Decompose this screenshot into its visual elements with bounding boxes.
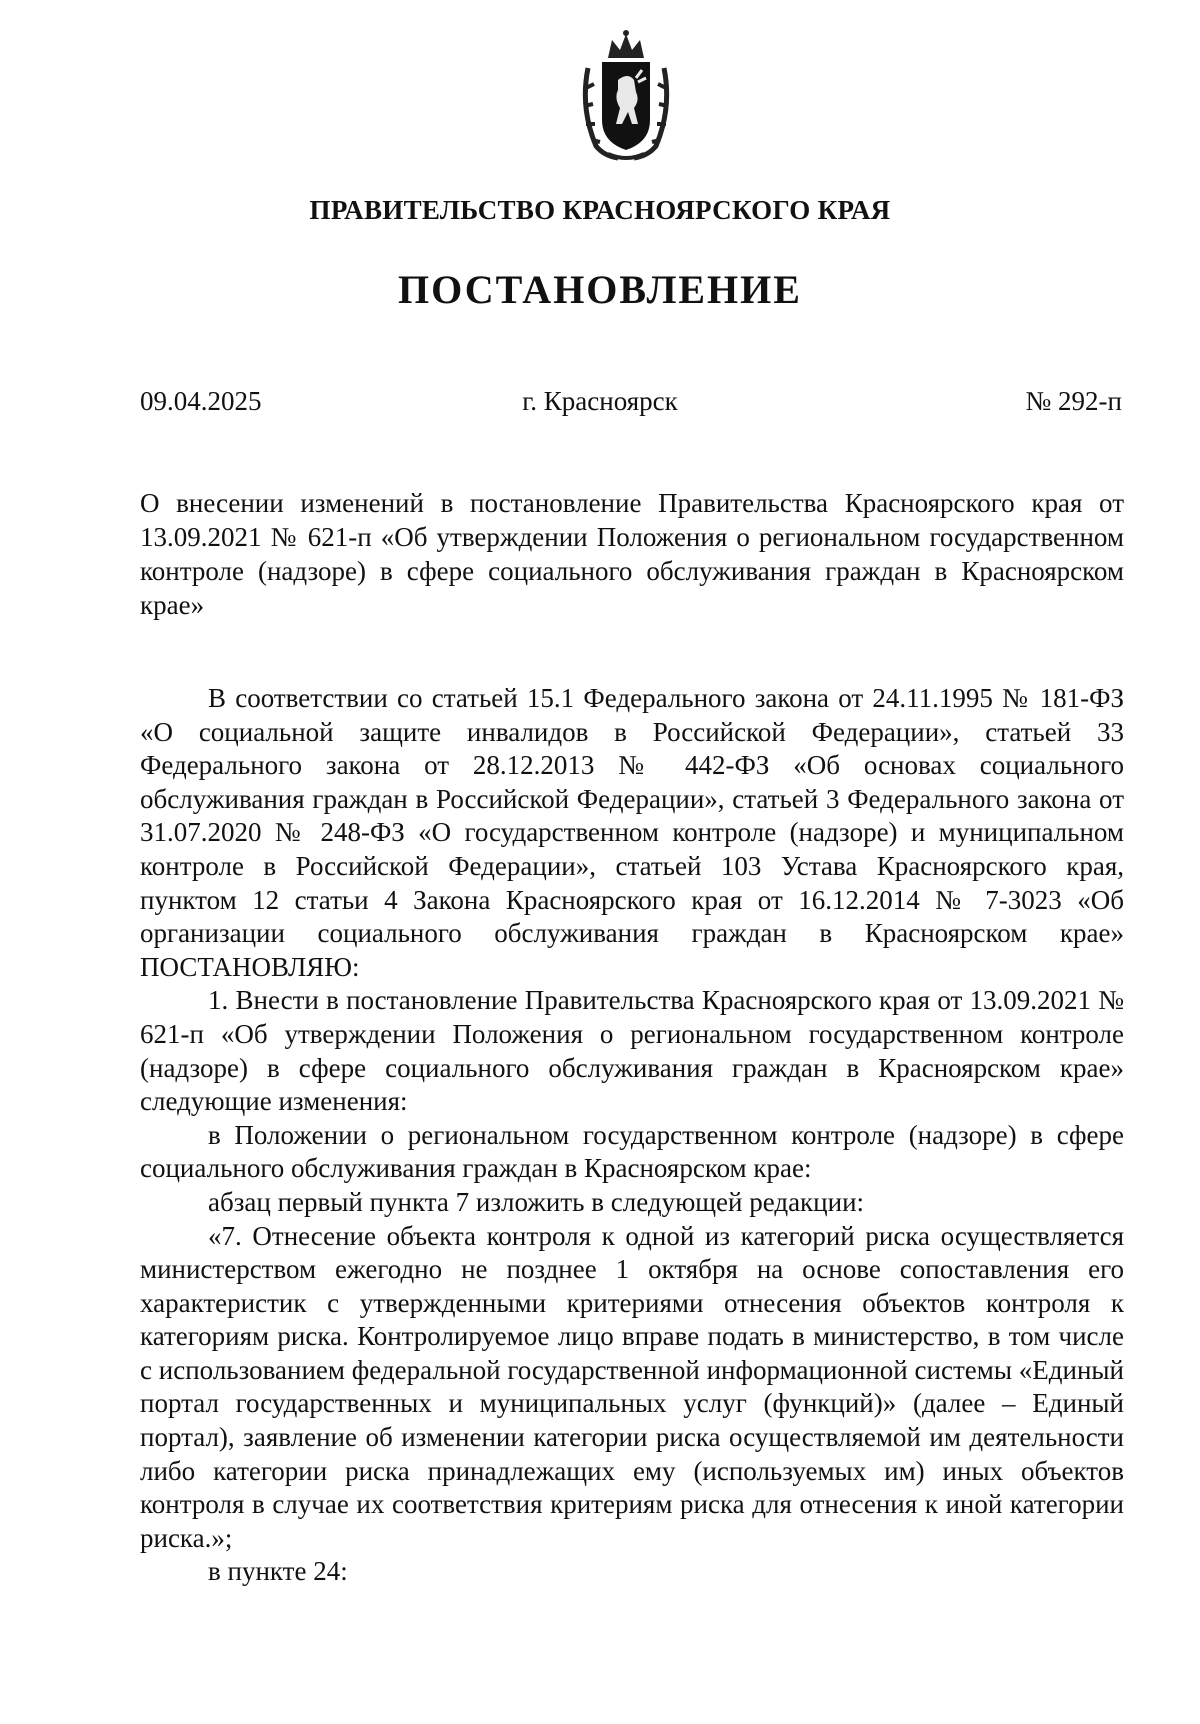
preamble-paragraph: В соответствии со статьей 15.1 Федерального закона от 24.11.1995 № 181-ФЗ «О социальной защите инвалидов в Российской Федерации», статьей 33 Федерального закона от 28.12.2013 № 442-ФЗ «Об основах социального обслуживания граждан в Российской Федерации», статьей 3 Федерального закона от 31.07.2020 № 248-ФЗ «О государственном контроле (надзоре) и муниципальном контроле в Российской Федерации», статьей 103 Устава Красноярского края, пунктом 12 статьи 4 Закона Красноярского края от 16.12.2014 № 7-3023 «Об организации социального обслуживания граждан в Красноярском крае» ПОСТАНОВЛЯЮ: <box>140 683 1124 982</box>
document-date: 09.04.2025 <box>140 386 262 416</box>
document-number: № 292-п <box>1025 386 1122 416</box>
clause-1-paragraph: 1. Внести в постановление Правительства Красноярского края от 13.09.2021 № 621-п «Об утверждении Положения о региональном государственном контроле (надзоре) в сфере социального обслуживания граждан в Красноярском крае» следующие изменения: <box>140 985 1124 1117</box>
body-paragraph: в пункте 24: <box>208 1556 348 1587</box>
quoted-clause-7-paragraph: «7. Отнесение объекта контроля к одной из категорий риска осуществляется министерством ежегодно не позднее 1 октября на основе сопоставления его характеристик с утвержденными критериями отнесения объектов контроля к категориям риска. Контролируемое лицо вправе подать в министерство, в том числе с использованием федеральной государственной информационной системы «Единый портал государственных и муниципальных услуг (функций)» (далее – Единый портал), заявление об изменении категории риска осуществляемой им деятельности либо категории риска принадлежащих ему (используемых им) иных объектов контроля в случае их соответствия критериям риска для отнесения к иной категории риска.»; <box>140 1220 1124 1553</box>
document-city: г. Красноярск <box>522 386 678 416</box>
document-body <box>140 682 1124 1589</box>
document-subject: О внесении изменений в постановление Правительства Красноярского края от 13.09.2021 № 621-п «Об утверждении Положения о региональном государственном контроле (надзоре) в сфере социального обслуживания граждан в Красноярском крае» <box>140 488 1124 620</box>
document-type-title: ПОСТАНОВЛЕНИЕ <box>398 267 802 312</box>
body-paragraph: абзац первый пункта 7 изложить в следующей редакции: <box>208 1186 865 1217</box>
government-heading: ПРАВИТЕЛЬСТВО КРАСНОЯРСКОГО КРАЯ <box>309 195 891 225</box>
body-paragraph: в Положении о региональном государственном контроле (надзоре) в сфере социального обслуживания граждан в Красноярском крае: <box>140 1119 1124 1184</box>
coat-of-arms-emblem <box>578 28 674 164</box>
